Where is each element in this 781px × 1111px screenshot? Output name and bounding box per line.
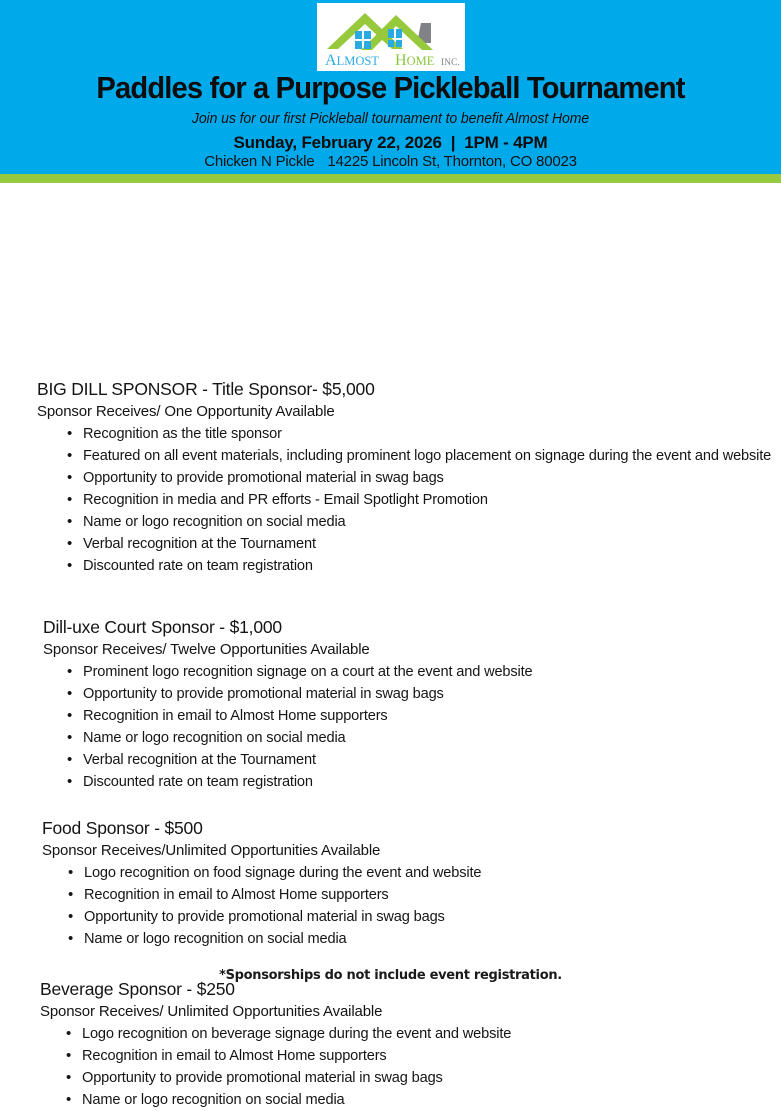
tier-benefit-item: • Discounted rate on team registration <box>61 556 781 577</box>
tier-benefit-item: • Recognition in email to Almost Home supporters <box>61 706 781 727</box>
tier-title: BIG DILL SPONSOR - Title Sponsor- $5,000 <box>37 379 375 399</box>
tier-benefit-list <box>43 662 781 793</box>
tier-title: Beverage Sponsor - $250 <box>40 979 235 999</box>
logo-word-inc: INC. <box>441 58 460 68</box>
tier-benefit-item: • Opportunity to provide promotional material in swag bags <box>61 468 781 489</box>
tier-subtitle: Sponsor Receives/Unlimited Opportunities Available <box>42 842 381 859</box>
logo-word-home: HOME <box>395 52 435 69</box>
tier-benefit-item: • Logo recognition on food signage during the event and website <box>62 863 781 884</box>
tier-benefit-item: • Opportunity to provide promotional material in swag bags <box>61 684 781 705</box>
tier-benefit-item: • Opportunity to provide promotional material in swag bags <box>60 1068 781 1089</box>
tier-benefit-item: • Name or logo recognition on social media <box>61 728 781 749</box>
tier-benefit-item: • Recognition in email to Almost Home supporters <box>62 885 781 906</box>
tier-benefit-item: • Name or logo recognition on social media <box>60 1090 781 1111</box>
venue-name: Chicken N Pickle <box>204 153 315 170</box>
tier-subtitle: Sponsor Receives/ One Opportunity Available <box>37 403 335 420</box>
event-datetime <box>0 133 781 153</box>
tier-subtitle: Sponsor Receives/ Twelve Opportunities Available <box>43 641 370 658</box>
event-venue <box>0 153 781 170</box>
logo-word-almost: ALMOST <box>325 52 379 69</box>
venue-address: 14225 Lincoln St, Thornton, CO 80023 <box>327 153 577 170</box>
sponsor-tier <box>0 379 781 577</box>
footnote: *Sponsorships do not include event registration. <box>219 968 562 983</box>
logo-container <box>317 3 465 71</box>
event-date: Sunday, February 22, 2026 <box>233 133 442 152</box>
sponsor-tier <box>0 979 781 1111</box>
event-title: Paddles for a Purpose Pickleball Tournament <box>96 70 685 105</box>
tier-benefit-item: • Prominent logo recognition signage on a court at the event and website <box>61 662 781 683</box>
header-banner <box>0 0 781 174</box>
tier-benefit-item: • Recognition in media and PR efforts - Email Spotlight Promotion <box>61 490 781 511</box>
tier-benefit-item: • Name or logo recognition on social media <box>61 512 781 533</box>
tier-benefit-item: • Opportunity to provide promotional material in swag bags <box>62 907 781 928</box>
sponsor-tier <box>0 617 781 793</box>
event-time: 1PM - 4PM <box>464 133 548 152</box>
tier-benefit-list <box>40 1024 781 1111</box>
tier-benefit-item: • Name or logo recognition on social media <box>62 929 781 950</box>
tier-subtitle: Sponsor Receives/ Unlimited Opportunities Available <box>40 1003 383 1020</box>
tier-benefit-item: • Verbal recognition at the Tournament <box>61 534 781 555</box>
tier-benefit-list <box>42 863 781 950</box>
tier-benefit-item: • Featured on all event materials, including prominent logo placement on signage during the event and website <box>61 446 781 467</box>
tier-benefit-item: • Recognition as the title sponsor <box>61 424 781 445</box>
tier-title: Dill-uxe Court Sponsor - $1,000 <box>43 617 282 637</box>
datetime-separator: | <box>450 133 456 152</box>
tier-benefit-item: • Logo recognition on beverage signage during the event and website <box>60 1024 781 1045</box>
event-tagline: Join us for our first Pickleball tournament to benefit Almost Home <box>191 111 590 127</box>
banner-accent-stripe <box>0 174 781 183</box>
tier-title: Food Sponsor - $500 <box>42 818 203 838</box>
tier-benefit-item: • Verbal recognition at the Tournament <box>61 750 781 771</box>
tier-benefit-item: • Recognition in email to Almost Home supporters <box>60 1046 781 1067</box>
tier-benefit-list <box>37 424 781 577</box>
tier-benefit-item: • Discounted rate on team registration <box>61 772 781 793</box>
almost-home-inc-logo-icon <box>317 3 465 71</box>
sponsor-tier <box>0 818 781 950</box>
